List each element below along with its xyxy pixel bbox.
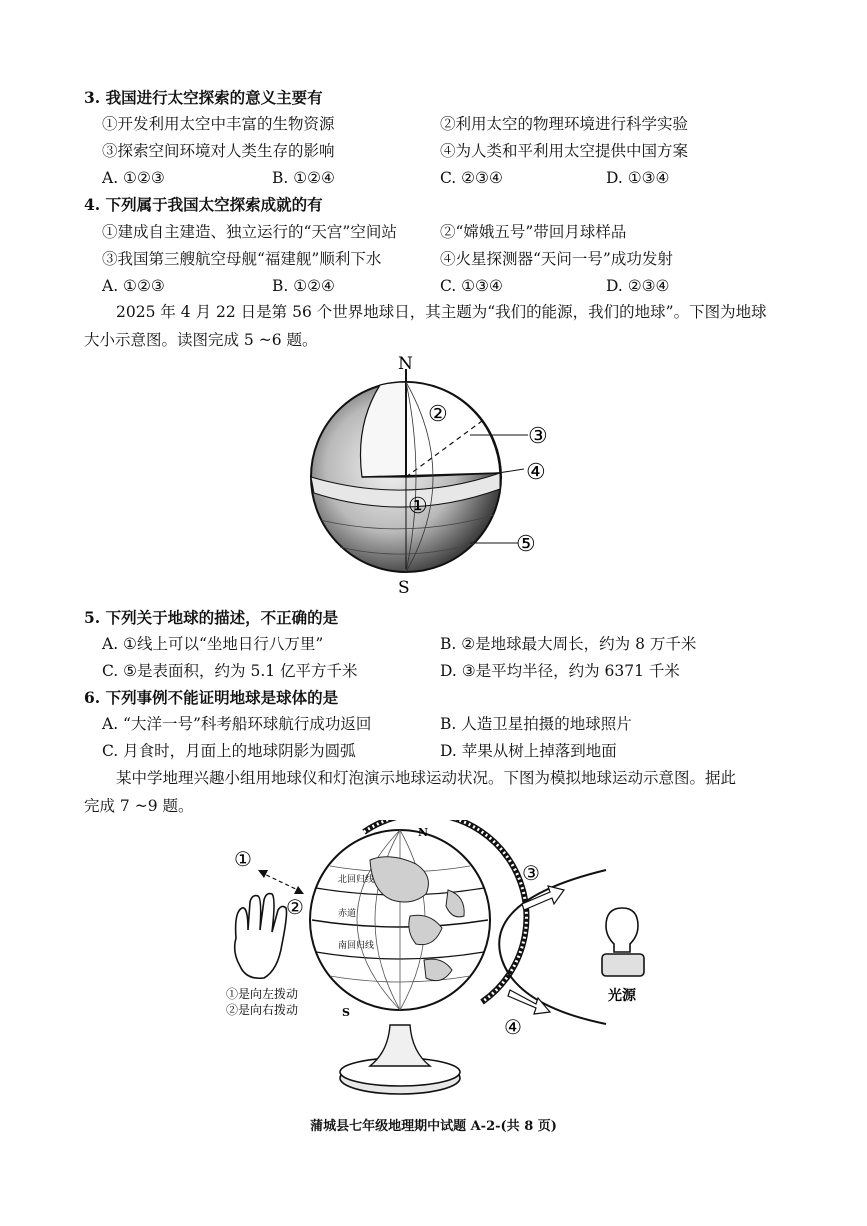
globe-label-tropic-cancer: 北回归线 xyxy=(338,875,375,885)
q3-stem: 3. 我国进行太空探索的意义主要有 xyxy=(84,88,323,107)
globe-label-tropic-capricorn: 南回归线 xyxy=(338,941,375,951)
label-2: ② xyxy=(428,402,448,427)
label-4: ④ xyxy=(526,460,546,485)
q6-option-d[interactable]: D. 苹果从树上掉落到地面 xyxy=(440,742,617,760)
intro-7-9-line1: 某中学地理兴趣小组用地球仪和灯泡演示地球运动状况。下图为模拟地球运动示意图。据此 xyxy=(116,769,737,787)
light-source-label: 光源 xyxy=(608,988,636,1004)
label-1: ① xyxy=(408,494,428,519)
globe-label-equator: 赤道 xyxy=(338,909,357,919)
q6-option-c[interactable]: C. 月食时，月面上的地球阴影为圆弧 xyxy=(102,742,356,760)
globe-north-label: N xyxy=(418,826,429,839)
q5-option-a[interactable]: A. ①线上可以“坐地日行八万里” xyxy=(102,635,324,653)
q5-option-d[interactable]: D. ③是平均半径，约为 6371 千米 xyxy=(440,662,680,680)
q4-item-2: ②“嫦娥五号”带回月球样品 xyxy=(440,223,627,241)
q3-option-b[interactable]: B. ①②④ xyxy=(272,169,335,187)
legend-1: ①是向左拨动 xyxy=(226,987,299,1001)
q4-stem: 4. 下列属于我国太空探索成就的有 xyxy=(84,195,323,214)
globe-south-label: S xyxy=(342,1006,350,1019)
q4-option-d[interactable]: D. ②③④ xyxy=(606,277,670,295)
intro-5-6-line1: 2025 年 4 月 22 日是第 56 个世界地球日，其主题为“我们的能源，我们的地球”。下图为地球 xyxy=(116,303,767,321)
mark-1: ① xyxy=(234,847,252,871)
q6-stem: 6. 下列事例不能证明地球是球体的是 xyxy=(84,688,339,707)
q5-stem: 5. 下列关于地球的描述，不正确的是 xyxy=(84,608,339,627)
label-5: ⑤ xyxy=(516,532,536,557)
hand-icon xyxy=(235,894,287,979)
q4-option-b[interactable]: B. ①②④ xyxy=(272,277,335,295)
q4-option-c[interactable]: C. ①③④ xyxy=(440,277,503,295)
q5-option-c[interactable]: C. ⑤是表面积，约为 5.1 亿平方千米 xyxy=(102,662,358,680)
light-bulb-icon xyxy=(602,908,644,976)
north-label: N xyxy=(398,355,413,374)
q3-item-4: ④为人类和平利用太空提供中国方案 xyxy=(440,142,689,160)
earth-size-diagram xyxy=(300,355,560,600)
q4-item-3: ③我国第三艘航空母舰“福建舰”顺利下水 xyxy=(102,250,382,268)
south-label: S xyxy=(398,578,410,598)
intro-7-9-line2: 完成 7 ~9 题。 xyxy=(84,797,194,815)
label-3: ③ xyxy=(528,424,548,449)
q5-option-b[interactable]: B. ②是地球最大周长，约为 8 万千米 xyxy=(440,635,697,653)
q3-option-c[interactable]: C. ②③④ xyxy=(440,169,503,187)
mark-4: ④ xyxy=(504,1015,522,1039)
globe-demo-diagram xyxy=(220,820,700,1100)
q4-option-a[interactable]: A. ①②③ xyxy=(102,277,165,295)
legend-2: ②是向右拨动 xyxy=(226,1003,299,1017)
q6-option-a[interactable]: A. “大洋一号”科考船环球航行成功返回 xyxy=(102,715,372,733)
q3-item-1: ①开发利用太空中丰富的生物资源 xyxy=(102,115,335,133)
intro-5-6-line2: 大小示意图。读图完成 5 ~6 题。 xyxy=(84,331,318,349)
q3-item-2: ②利用太空的物理环境进行科学实验 xyxy=(440,115,689,133)
q4-item-1: ①建成自主建造、独立运行的“天宫”空间站 xyxy=(102,223,397,241)
q6-option-b[interactable]: B. 人造卫星拍摄的地球照片 xyxy=(440,715,632,733)
page-footer: 蒲城县七年级地理期中试题 A-2-(共 8 页) xyxy=(310,1119,557,1134)
mark-2: ② xyxy=(286,895,304,919)
q4-item-4: ④火星探测器“天问一号”成功发射 xyxy=(440,250,673,268)
q3-option-d[interactable]: D. ①③④ xyxy=(606,169,670,187)
q3-item-3: ③探索空间环境对人类生存的影响 xyxy=(102,142,335,160)
mark-3: ③ xyxy=(522,861,540,885)
q3-option-a[interactable]: A. ①②③ xyxy=(102,169,165,187)
